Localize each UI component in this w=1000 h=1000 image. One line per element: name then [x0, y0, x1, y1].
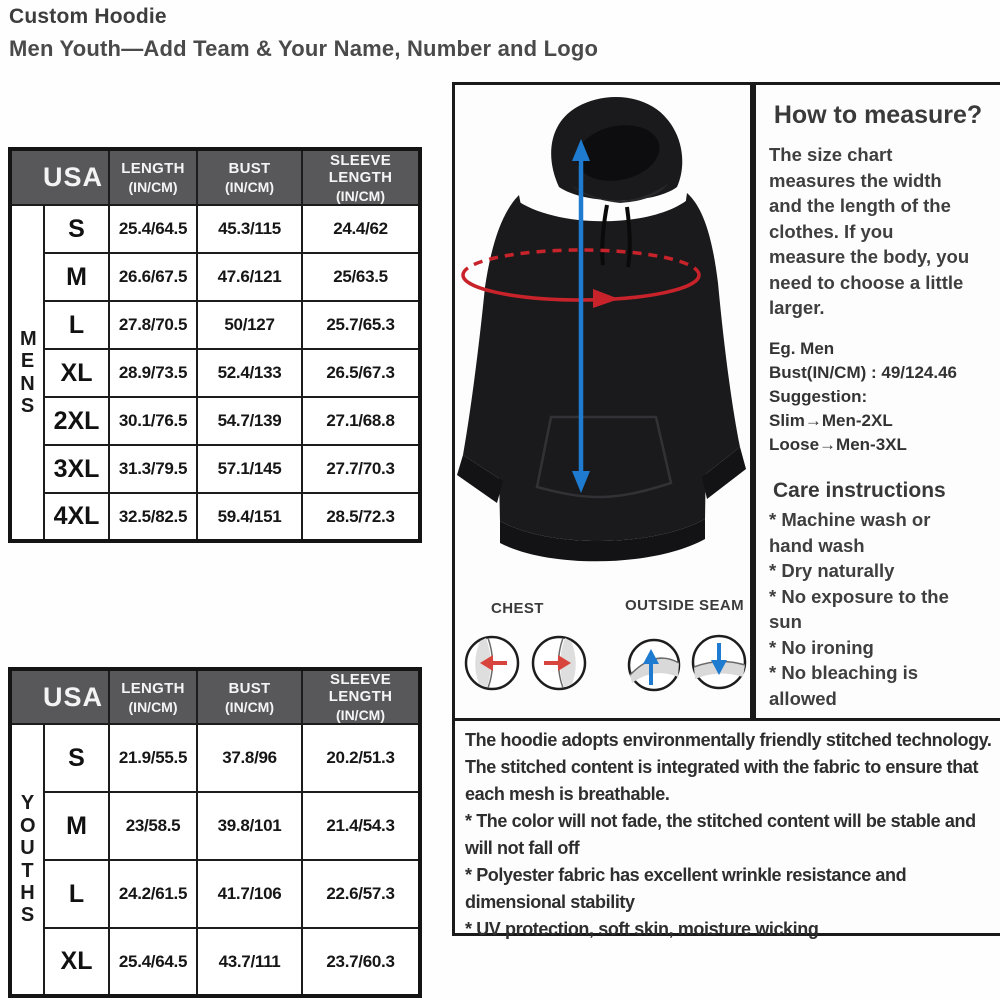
usa-header: USA: [10, 149, 109, 205]
example-line: Bust(IN/CM) : 49/124.46: [769, 362, 957, 382]
length-cell: 30.1/76.5: [109, 397, 197, 445]
care-item: * No bleaching is allowed: [769, 662, 919, 709]
size-cell: L: [44, 301, 109, 349]
size-cell: 4XL: [44, 493, 109, 541]
sleeve-cell: 22.6/57.3: [302, 860, 420, 928]
seam-fold-arrow-down-icon: [693, 636, 745, 688]
description-intro: The hoodie adopts environmentally friendly stitched technology. The stitched content is integrated with the fabric to ensure that each mesh is breathable.: [465, 730, 992, 804]
table-header-row: [10, 669, 420, 724]
bust-cell: 57.1/145: [197, 445, 302, 493]
bust-cell: 43.7/111: [197, 928, 302, 996]
bust-cell: 37.8/96: [197, 724, 302, 792]
mens-group-label: MENS: [10, 205, 44, 541]
description-item: * UV protection, soft skin, moisture wicking: [465, 919, 819, 939]
length-cell: 24.2/61.5: [109, 860, 197, 928]
hoodie-image: [455, 87, 752, 587]
sleeve-cell: 20.2/51.3: [302, 724, 420, 792]
measure-heading: How to measure?: [773, 101, 983, 129]
chest-fold-arrow-right-icon: [533, 637, 585, 689]
size-cell: 3XL: [44, 445, 109, 493]
bust-cell: 59.4/151: [197, 493, 302, 541]
example-line: Suggestion:: [769, 386, 868, 406]
youths-size-table: [8, 667, 422, 998]
length-header: LENGTH (IN/CM): [109, 149, 197, 205]
length-cell: 21.9/55.5: [109, 724, 197, 792]
usa-header: USA: [10, 669, 109, 724]
length-cell: 32.5/82.5: [109, 493, 197, 541]
table-row: [10, 253, 420, 301]
sleeve-cell: 21.4/54.3: [302, 792, 420, 860]
size-cell: XL: [44, 928, 109, 996]
mens-size-table: [8, 147, 422, 543]
description-item: * Polyester fabric has excellent wrinkle resistance and dimensional stability: [465, 865, 907, 912]
length-cell: 25.4/64.5: [109, 928, 197, 996]
bust-header: BUST (IN/CM): [197, 149, 302, 205]
table-row: [10, 792, 420, 860]
table-row: [10, 397, 420, 445]
sleeve-cell: 25.7/65.3: [302, 301, 420, 349]
outside-seam-label: OUTSIDE SEAM: [625, 597, 744, 614]
table-row: [10, 724, 420, 792]
size-cell: S: [44, 205, 109, 253]
size-cell: 2XL: [44, 397, 109, 445]
length-cell: 27.8/70.5: [109, 301, 197, 349]
bust-cell: 54.7/139: [197, 397, 302, 445]
sleeve-cell: 25/63.5: [302, 253, 420, 301]
table-header-row: [10, 149, 420, 205]
bust-cell: 41.7/106: [197, 860, 302, 928]
example-line: Loose→Men-3XL: [769, 435, 907, 455]
table-row: [10, 205, 420, 253]
care-item: * Machine wash or hand wash: [769, 509, 931, 556]
bust-cell: 50/127: [197, 301, 302, 349]
hoodie-measure-panel: [452, 82, 753, 718]
size-example-block: [769, 337, 990, 458]
sleeve-cell: 24.4/62: [302, 205, 420, 253]
length-cell: 23/58.5: [109, 792, 197, 860]
length-header: LENGTH (IN/CM): [109, 669, 197, 724]
care-instructions-list: [769, 507, 974, 711]
example-line: Eg. Men: [769, 338, 835, 358]
table-row: [10, 445, 420, 493]
sleeve-cell: 26.5/67.3: [302, 349, 420, 397]
sleeve-cell: 23.7/60.3: [302, 928, 420, 996]
chest-label: CHEST: [491, 600, 544, 617]
sleeve-cell: 27.1/68.8: [302, 397, 420, 445]
length-cell: 28.9/73.5: [109, 349, 197, 397]
table-row: [10, 493, 420, 541]
product-description-panel: [452, 718, 1000, 939]
page-subtitle: Men Youth—Add Team & Your Name, Number and Logo: [9, 36, 599, 61]
size-cell: M: [44, 253, 109, 301]
bust-cell: 45.3/115: [197, 205, 302, 253]
page-title: Custom Hoodie: [9, 5, 167, 28]
how-to-measure-panel: [753, 82, 1000, 718]
sleeve-header: SLEEVE LENGTH (IN/CM): [302, 149, 420, 205]
length-cell: 25.4/64.5: [109, 205, 197, 253]
measure-method-icons: [455, 623, 752, 713]
size-cell: S: [44, 724, 109, 792]
bust-cell: 39.8/101: [197, 792, 302, 860]
table-row: [10, 860, 420, 928]
bust-cell: 47.6/121: [197, 253, 302, 301]
sleeve-cell: 27.7/70.3: [302, 445, 420, 493]
size-cell: XL: [44, 349, 109, 397]
sleeve-header: SLEEVE LENGTH (IN/CM): [302, 669, 420, 724]
table-row: [10, 301, 420, 349]
table-row: [10, 349, 420, 397]
bust-header: BUST (IN/CM): [197, 669, 302, 724]
measure-body-text: The size chart measures the width and the length of the clothes. If you measure the body, you need to choose a little larger.: [769, 144, 970, 319]
care-item: * No exposure to the sun: [769, 585, 949, 633]
example-line: Slim→Men-2XL: [769, 410, 893, 430]
youths-group-label: YOUTHS: [10, 724, 44, 996]
chest-fold-arrow-left-icon: [466, 637, 518, 689]
length-cell: 26.6/67.5: [109, 253, 197, 301]
length-cell: 31.3/79.5: [109, 445, 197, 493]
care-instructions-heading: Care instructions: [773, 479, 946, 503]
description-item: * The color will not fade, the stitched content will be stable and will not fall off: [465, 811, 976, 858]
table-row: [10, 928, 420, 996]
seam-fold-arrow-up-icon: [629, 640, 679, 690]
bust-cell: 52.4/133: [197, 349, 302, 397]
size-cell: M: [44, 792, 109, 860]
size-cell: L: [44, 860, 109, 928]
care-item: * Dry naturally: [769, 560, 895, 582]
sleeve-cell: 28.5/72.3: [302, 493, 420, 541]
care-item: * No ironing: [769, 636, 874, 658]
